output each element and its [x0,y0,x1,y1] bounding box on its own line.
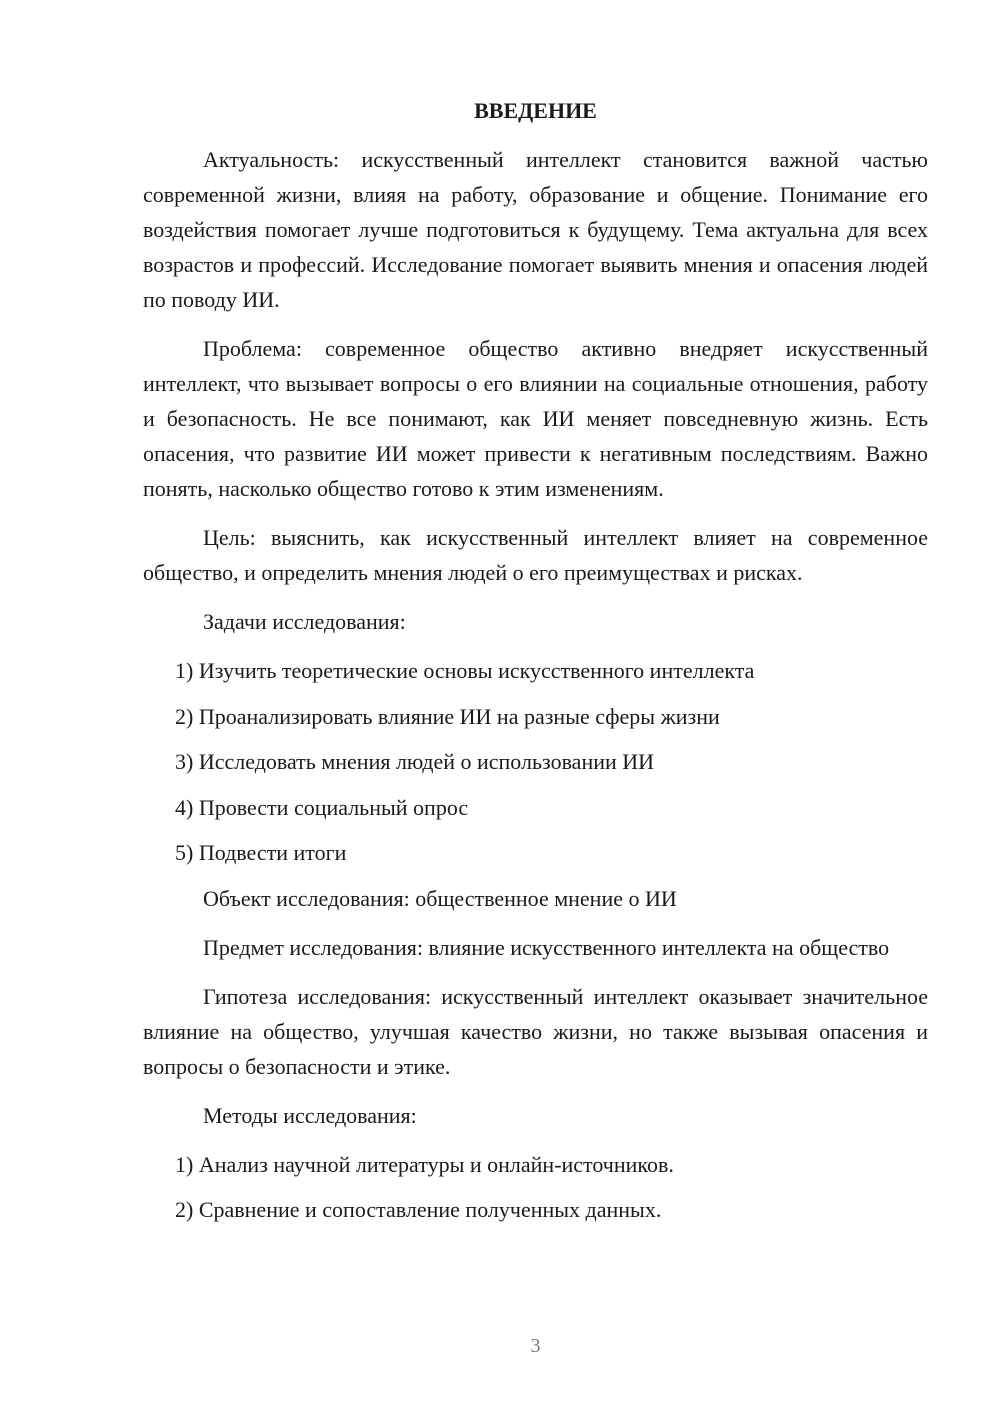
relevance-paragraph: Актуальность: искусственный интеллект становится важной частью современной жизни, влияя на работу, образование и общение. Понимание его воздействия помогает лучше подготовиться к будущему. Тема актуальна для всех возрастов и профессий. Исследование помогает выявить мнения и опасения людей по поводу ИИ. [143,147,928,312]
section-title: ВВЕДЕНИЕ [474,98,597,123]
method-item-2: 2) Сравнение и сопоставление полученных данных. [175,1197,662,1222]
tasks-list [143,653,928,870]
method-item-1: 1) Анализ научной литературы и онлайн-источников. [175,1151,674,1177]
subject-paragraph: Предмет исследования: влияние искусственного интеллекта на общество [203,934,890,960]
document-page [143,0,928,1414]
page-number: 3 [530,1335,541,1357]
problem-paragraph: Проблема: современное общество активно внедряет искусственный интеллект, что вызывает вопросы о его влиянии на социальные отношения, работу и безопасность. Не все понимают, как ИИ меняет повседневную жизнь. Есть опасения, что развитие ИИ может привести к негативным последствиям. Важно понять, насколько общество готово к этим изменениям. [143,336,928,501]
task-item-2: 2) Проанализировать влияние ИИ на разные сферы жизни [175,703,720,729]
methods-heading: Методы исследования: [203,1102,417,1128]
task-item-1: 1) Изучить теоретические основы искусственного интеллекта [175,658,755,683]
task-item-3: 3) Исследовать мнения людей о использовании ИИ [175,749,655,774]
object-paragraph: Объект исследования: общественное мнение о ИИ [203,885,677,911]
document-body [143,142,928,1238]
hypothesis-paragraph: Гипотеза исследования: искусственный интеллект оказывает значительное влияние на общество, улучшая качество жизни, но также вызывая опасения и вопросы о безопасности и этике. [143,983,928,1079]
tasks-heading: Задачи исследования: [203,609,406,634]
goal-paragraph: Цель: выяснить, как искусственный интеллект влияет на современное общество, и определить мнения людей о его преимуществах и рисках. [143,525,928,585]
methods-list [143,1147,928,1228]
task-item-4: 4) Провести социальный опрос [175,794,469,820]
task-item-5: 5) Подвести итоги [175,840,347,865]
